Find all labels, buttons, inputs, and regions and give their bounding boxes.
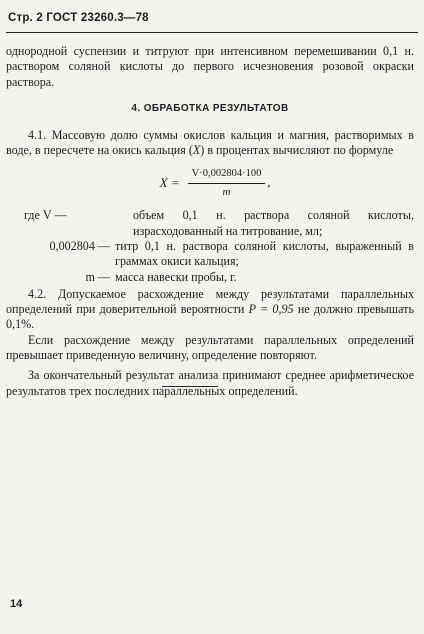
document-body — [6, 44, 414, 399]
end-separator — [162, 386, 218, 387]
definition-term: m — — [85, 269, 110, 284]
paragraph-repeat: Если расхождение между результатами параллельных определений превышает приведенную величину, определение повторяют. — [6, 332, 414, 363]
formula-denominator: m — [222, 186, 231, 199]
variable-x: X — [192, 143, 201, 158]
paragraph-continuation: однородной суспензии и титруют при интенсивном перемешивании 0,1 н. раствором соляной кислоты до первого исчезновения розовой окраски раствора. — [6, 44, 414, 89]
formula-tail: , — [267, 175, 271, 190]
paragraph-4-2-start: 4.2. Допускаемое расхождение между результатами параллельных определений при доверительной вероятности — [6, 286, 414, 317]
formula — [16, 166, 414, 201]
paragraph-4-2-end: не должно превышать 0,1%. — [6, 302, 414, 332]
formula-fraction — [188, 166, 266, 201]
definition-term: где V — — [24, 208, 67, 223]
definition-text: объем 0,1 н. раствора соляной кислоты, израсходованный на титрование, мл; — [133, 208, 414, 238]
definition-row — [6, 270, 414, 285]
header-rule — [6, 32, 418, 33]
probability-formula: P = 0,95 — [248, 302, 294, 317]
paragraph-4-1 — [6, 128, 414, 159]
formula-lhs: X = — [159, 175, 180, 191]
section-heading: 4. ОБРАБОТКА РЕЗУЛЬТАТОВ — [131, 102, 289, 114]
definition-row — [6, 208, 414, 239]
definition-text: масса навески пробы, г. — [115, 269, 237, 284]
definition-row — [6, 239, 414, 270]
paragraph-4-1-end: ) в процентах вычисляют по формуле — [200, 143, 394, 158]
page-number: 14 — [10, 598, 23, 610]
paragraph-final-result: За окончательный результат анализа принимают среднее арифметическое результатов трех последних параллельных определений. — [6, 368, 414, 398]
definition-text: титр 0,1 н. раствора соляной кислоты, выраженный в граммах окиси кальция; — [115, 238, 414, 269]
definition-term: 0,002804 — — [49, 238, 110, 253]
formula-numerator: V·0,002804·100 — [188, 166, 266, 184]
formula-definitions — [6, 208, 414, 284]
paragraph-4-2 — [6, 287, 414, 333]
page-header: Стр. 2 ГОСТ 23260.3—78 — [8, 12, 149, 24]
paragraph-4-1-start: 4.1. Массовую долю суммы окислов кальция и магния, растворимых в воде, в пересчете на окись кальция ( — [6, 128, 414, 158]
